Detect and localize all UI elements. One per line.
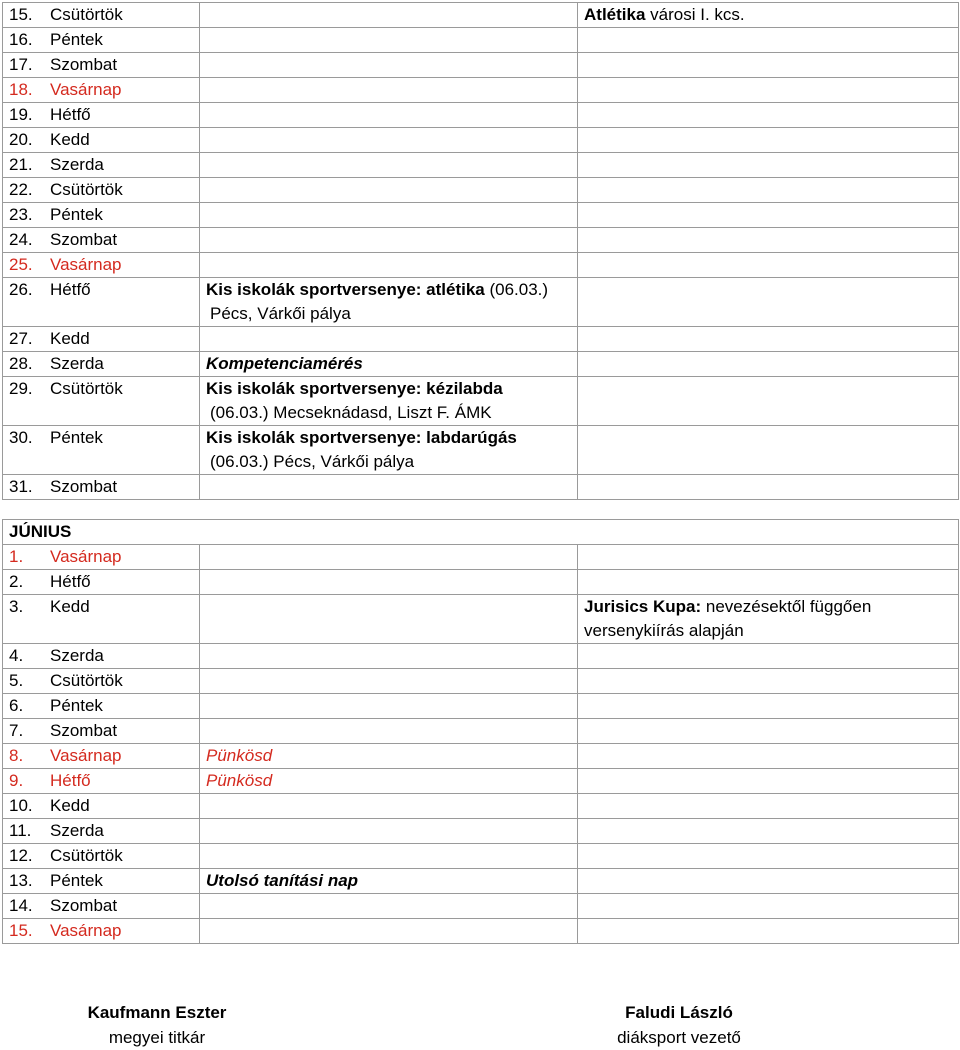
signature-right-name: Faludi László bbox=[625, 1003, 733, 1022]
day-number: 12. bbox=[9, 846, 33, 865]
day-cell bbox=[3, 844, 200, 869]
event-cell bbox=[200, 644, 578, 669]
day-cell bbox=[3, 53, 200, 78]
event-cell bbox=[200, 327, 578, 352]
day-number: 11. bbox=[9, 821, 32, 840]
day-number: 23. bbox=[9, 205, 33, 224]
day-name: Vasárnap bbox=[50, 921, 122, 940]
day-name: Vasárnap bbox=[50, 547, 122, 566]
day-name: Szerda bbox=[50, 354, 104, 373]
calendar-row bbox=[3, 228, 959, 253]
competition-detail: városi I. kcs. bbox=[645, 5, 745, 24]
calendar-row bbox=[3, 53, 959, 78]
competition-cell bbox=[578, 253, 959, 278]
event-location: Pécs, Várkői pálya bbox=[210, 304, 351, 323]
event-location: (06.03.) Mecseknádasd, Liszt F. ÁMK bbox=[210, 403, 492, 422]
calendar-row bbox=[3, 595, 959, 644]
competition-cell bbox=[578, 694, 959, 719]
day-number: 21. bbox=[9, 155, 33, 174]
competition-cell bbox=[578, 426, 959, 475]
day-cell bbox=[3, 377, 200, 426]
event-cell bbox=[200, 919, 578, 944]
event-line bbox=[206, 278, 577, 302]
day-number: 3. bbox=[9, 597, 24, 616]
calendar-row bbox=[3, 377, 959, 426]
june-calendar-body bbox=[3, 520, 959, 944]
day-name: Hétfő bbox=[50, 771, 91, 790]
day-name: Péntek bbox=[50, 696, 103, 715]
day-name: Csütörtök bbox=[50, 180, 123, 199]
day-name: Kedd bbox=[50, 597, 90, 616]
month-header-cell bbox=[3, 520, 959, 545]
competition-cell bbox=[578, 475, 959, 500]
day-number: 13. bbox=[9, 871, 33, 890]
event-date: (06.03.) bbox=[484, 280, 549, 299]
day-name: Szerda bbox=[50, 821, 104, 840]
competition-cell bbox=[578, 744, 959, 769]
event-title: Kompetenciamérés bbox=[206, 354, 363, 373]
event-cell bbox=[200, 844, 578, 869]
calendar-row bbox=[3, 744, 959, 769]
signature-right bbox=[605, 1000, 753, 1050]
signature-left-name: Kaufmann Eszter bbox=[87, 1003, 227, 1022]
day-number: 22. bbox=[9, 180, 33, 199]
signature-left-title: megyei titkár bbox=[108, 1028, 206, 1047]
day-number: 30. bbox=[9, 428, 33, 447]
day-number: 29. bbox=[9, 379, 33, 398]
day-name: Péntek bbox=[50, 30, 103, 49]
event-cell bbox=[200, 352, 578, 377]
calendar-row bbox=[3, 794, 959, 819]
day-number: 5. bbox=[9, 671, 24, 690]
day-number: 15. bbox=[9, 921, 33, 940]
day-cell bbox=[3, 228, 200, 253]
calendar-row bbox=[3, 769, 959, 794]
day-number: 25. bbox=[9, 255, 33, 274]
day-name: Kedd bbox=[50, 130, 90, 149]
event-cell bbox=[200, 545, 578, 570]
day-cell bbox=[3, 327, 200, 352]
day-cell bbox=[3, 694, 200, 719]
day-cell bbox=[3, 595, 200, 644]
event-cell bbox=[200, 769, 578, 794]
calendar-row bbox=[3, 894, 959, 919]
may-calendar-table bbox=[2, 2, 959, 500]
competition-cell bbox=[578, 3, 959, 28]
competition-cell bbox=[578, 377, 959, 426]
day-cell bbox=[3, 352, 200, 377]
calendar-row bbox=[3, 327, 959, 352]
day-cell bbox=[3, 153, 200, 178]
day-name: Szombat bbox=[50, 230, 118, 249]
event-cell bbox=[200, 475, 578, 500]
day-name: Vasárnap bbox=[50, 746, 122, 765]
day-name: Csütörtök bbox=[50, 379, 123, 398]
day-cell bbox=[3, 178, 200, 203]
competition-cell bbox=[578, 128, 959, 153]
event-cell bbox=[200, 203, 578, 228]
day-cell bbox=[3, 669, 200, 694]
calendar-row bbox=[3, 78, 959, 103]
day-number: 7. bbox=[9, 721, 24, 740]
competition-cell bbox=[578, 570, 959, 595]
day-cell bbox=[3, 3, 200, 28]
signature-left bbox=[80, 1000, 234, 1050]
day-name: Kedd bbox=[50, 329, 90, 348]
day-number: 24. bbox=[9, 230, 33, 249]
day-cell bbox=[3, 719, 200, 744]
calendar-row bbox=[3, 669, 959, 694]
event-cell bbox=[200, 426, 578, 475]
event-title: Kis iskolák sportversenye: kézilabda bbox=[206, 379, 503, 398]
holiday-label: Pünkösd bbox=[206, 771, 273, 790]
competition-cell bbox=[578, 869, 959, 894]
day-name: Csütörtök bbox=[50, 671, 123, 690]
day-number: 28. bbox=[9, 354, 33, 373]
day-cell bbox=[3, 203, 200, 228]
calendar-row bbox=[3, 844, 959, 869]
competition-cell bbox=[578, 644, 959, 669]
competition-cell bbox=[578, 228, 959, 253]
day-cell bbox=[3, 28, 200, 53]
day-name: Hétfő bbox=[50, 105, 91, 124]
event-cell bbox=[200, 278, 578, 327]
day-cell bbox=[3, 919, 200, 944]
event-cell bbox=[200, 819, 578, 844]
day-name: Szerda bbox=[50, 646, 104, 665]
event-cell bbox=[200, 794, 578, 819]
day-cell bbox=[3, 819, 200, 844]
event-cell bbox=[200, 719, 578, 744]
calendar-row bbox=[3, 869, 959, 894]
event-cell bbox=[200, 78, 578, 103]
calendar-row bbox=[3, 644, 959, 669]
competition-cell bbox=[578, 719, 959, 744]
event-cell bbox=[200, 228, 578, 253]
competition-line bbox=[584, 3, 958, 27]
competition-cell bbox=[578, 327, 959, 352]
event-cell bbox=[200, 53, 578, 78]
day-cell bbox=[3, 869, 200, 894]
day-number: 27. bbox=[9, 329, 33, 348]
competition-cell bbox=[578, 844, 959, 869]
month-header-row bbox=[3, 520, 959, 545]
day-name: Péntek bbox=[50, 428, 103, 447]
competition-cell bbox=[578, 352, 959, 377]
day-cell bbox=[3, 103, 200, 128]
competition-cell bbox=[578, 545, 959, 570]
day-name: Vasárnap bbox=[50, 80, 122, 99]
calendar-row bbox=[3, 28, 959, 53]
calendar-row bbox=[3, 203, 959, 228]
event-cell bbox=[200, 869, 578, 894]
calendar-row bbox=[3, 253, 959, 278]
competition-cell bbox=[578, 894, 959, 919]
day-name: Szombat bbox=[50, 721, 118, 740]
event-cell bbox=[200, 744, 578, 769]
competition-title: Atlétika bbox=[584, 5, 646, 24]
day-cell bbox=[3, 794, 200, 819]
event-cell bbox=[200, 669, 578, 694]
event-cell bbox=[200, 153, 578, 178]
day-cell bbox=[3, 78, 200, 103]
calendar-row bbox=[3, 719, 959, 744]
calendar-row bbox=[3, 426, 959, 475]
day-number: 26. bbox=[9, 280, 33, 299]
competition-cell bbox=[578, 203, 959, 228]
event-cell bbox=[200, 128, 578, 153]
competition-cell bbox=[578, 278, 959, 327]
competition-cell bbox=[578, 78, 959, 103]
day-cell bbox=[3, 769, 200, 794]
day-number: 31. bbox=[9, 477, 33, 496]
calendar-row bbox=[3, 819, 959, 844]
day-name: Csütörtök bbox=[50, 5, 123, 24]
day-number: 20. bbox=[9, 130, 33, 149]
day-number: 19. bbox=[9, 105, 33, 124]
day-cell bbox=[3, 744, 200, 769]
june-calendar-table bbox=[2, 519, 959, 944]
day-number: 6. bbox=[9, 696, 24, 715]
day-cell bbox=[3, 278, 200, 327]
competition-line bbox=[584, 595, 958, 619]
calendar-row bbox=[3, 570, 959, 595]
event-cell bbox=[200, 894, 578, 919]
day-number: 9. bbox=[9, 771, 24, 790]
day-name: Szombat bbox=[50, 896, 118, 915]
day-number: 10. bbox=[9, 796, 33, 815]
competition-cell bbox=[578, 28, 959, 53]
day-number: 16. bbox=[9, 30, 33, 49]
day-name: Kedd bbox=[50, 796, 90, 815]
day-name: Csütörtök bbox=[50, 846, 123, 865]
day-cell bbox=[3, 570, 200, 595]
month-label: JÚNIUS bbox=[9, 522, 72, 541]
day-number: 15. bbox=[9, 5, 33, 24]
competition-detail: nevezésektől függően bbox=[701, 597, 872, 616]
event-title: Kis iskolák sportversenye: labdarúgás bbox=[206, 428, 517, 447]
calendar-row bbox=[3, 694, 959, 719]
event-cell bbox=[200, 3, 578, 28]
day-name: Hétfő bbox=[50, 280, 91, 299]
day-number: 17. bbox=[9, 55, 33, 74]
day-number: 1. bbox=[9, 547, 24, 566]
day-cell bbox=[3, 644, 200, 669]
event-cell bbox=[200, 253, 578, 278]
event-location: (06.03.) Pécs, Várkői pálya bbox=[210, 452, 415, 471]
event-cell bbox=[200, 595, 578, 644]
event-line bbox=[206, 377, 577, 401]
holiday-label: Pünkösd bbox=[206, 746, 273, 765]
event-cell bbox=[200, 570, 578, 595]
calendar-row bbox=[3, 153, 959, 178]
calendar-row bbox=[3, 278, 959, 327]
competition-cell bbox=[578, 819, 959, 844]
event-cell bbox=[200, 103, 578, 128]
competition-cell bbox=[578, 153, 959, 178]
day-cell bbox=[3, 426, 200, 475]
day-cell bbox=[3, 894, 200, 919]
competition-cell bbox=[578, 794, 959, 819]
day-name: Hétfő bbox=[50, 572, 91, 591]
calendar-row bbox=[3, 352, 959, 377]
competition-detail-line2: versenykiírás alapján bbox=[584, 621, 744, 640]
day-name: Vasárnap bbox=[50, 255, 122, 274]
competition-cell bbox=[578, 669, 959, 694]
event-title: Utolsó tanítási nap bbox=[206, 871, 359, 890]
calendar-row bbox=[3, 475, 959, 500]
calendar-row bbox=[3, 545, 959, 570]
event-line bbox=[206, 426, 577, 450]
day-number: 4. bbox=[9, 646, 24, 665]
day-name: Szombat bbox=[50, 477, 118, 496]
event-cell bbox=[200, 694, 578, 719]
competition-cell bbox=[578, 103, 959, 128]
calendar-row bbox=[3, 178, 959, 203]
signature-right-title: diáksport vezető bbox=[617, 1028, 741, 1047]
day-number: 14. bbox=[9, 896, 33, 915]
day-number: 2. bbox=[9, 572, 24, 591]
day-cell bbox=[3, 475, 200, 500]
day-name: Péntek bbox=[50, 871, 103, 890]
day-name: Szombat bbox=[50, 55, 118, 74]
day-number: 8. bbox=[9, 746, 24, 765]
calendar-row bbox=[3, 3, 959, 28]
day-name: Péntek bbox=[50, 205, 103, 224]
event-title: Kis iskolák sportversenye: atlétika bbox=[206, 280, 485, 299]
event-cell bbox=[200, 178, 578, 203]
competition-cell bbox=[578, 178, 959, 203]
competition-title: Jurisics Kupa: bbox=[584, 597, 702, 616]
competition-cell bbox=[578, 53, 959, 78]
day-cell bbox=[3, 128, 200, 153]
day-cell bbox=[3, 253, 200, 278]
event-cell bbox=[200, 377, 578, 426]
calendar-row bbox=[3, 103, 959, 128]
day-cell bbox=[3, 545, 200, 570]
day-name: Szerda bbox=[50, 155, 104, 174]
competition-cell bbox=[578, 595, 959, 644]
may-calendar-body bbox=[3, 3, 959, 500]
competition-cell bbox=[578, 769, 959, 794]
calendar-row bbox=[3, 919, 959, 944]
competition-cell bbox=[578, 919, 959, 944]
calendar-row bbox=[3, 128, 959, 153]
event-cell bbox=[200, 28, 578, 53]
day-number: 18. bbox=[9, 80, 33, 99]
